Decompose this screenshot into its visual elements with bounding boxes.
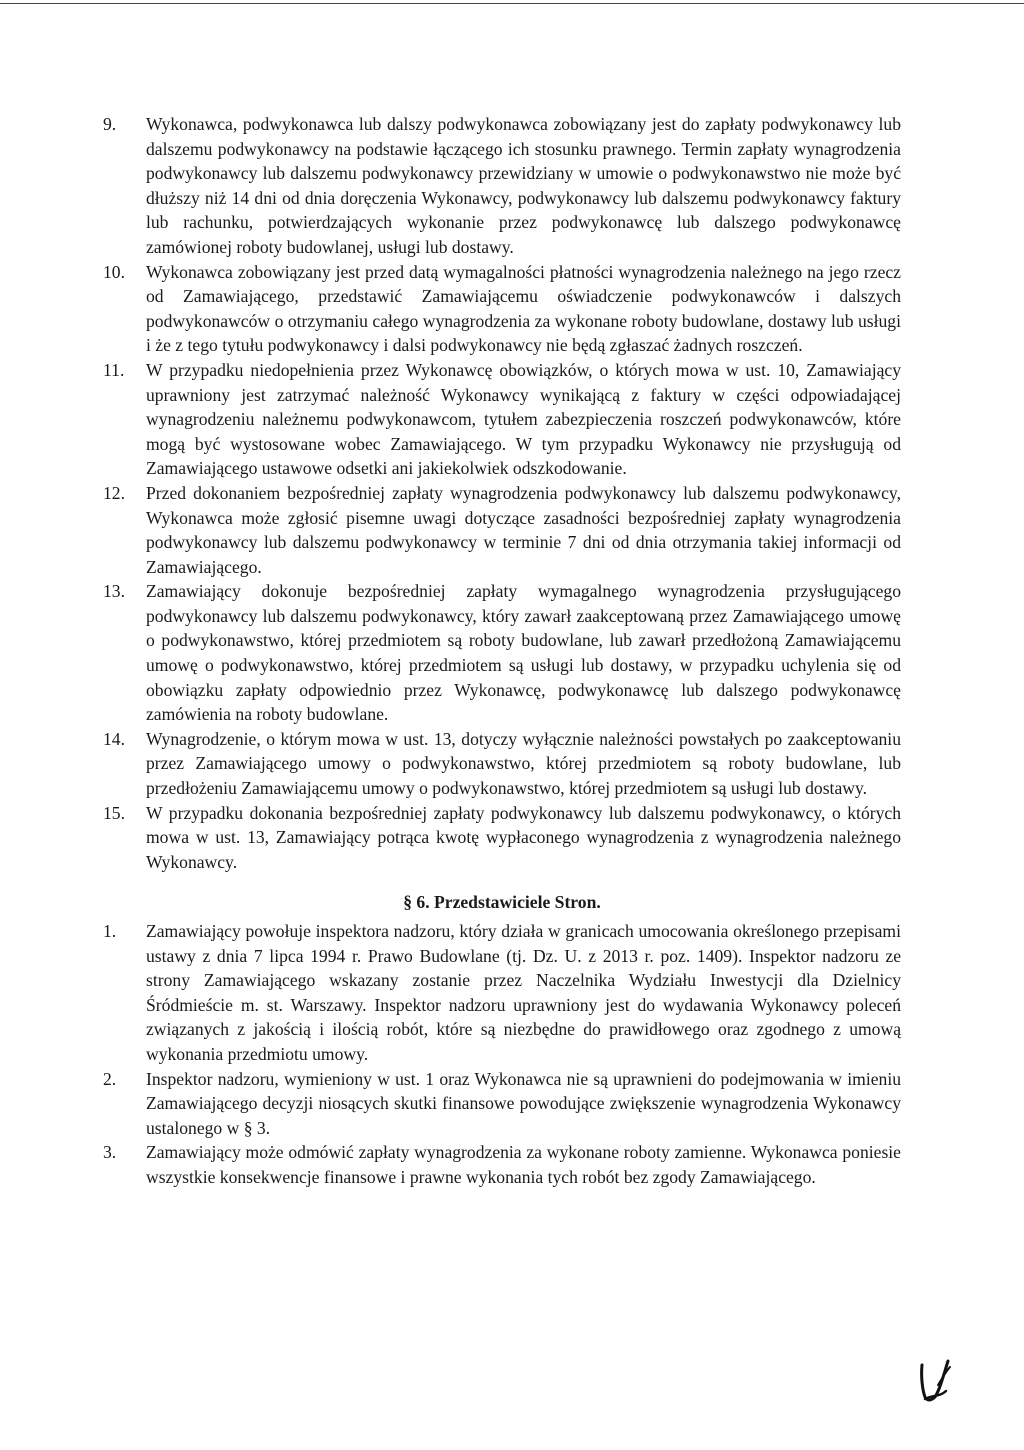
list-item <box>103 112 901 260</box>
handwritten-initials <box>916 1355 956 1407</box>
item-number: 1. <box>103 921 117 941</box>
list-item <box>103 801 901 875</box>
list-item <box>103 919 901 1067</box>
item-number: 9. <box>103 114 117 134</box>
item-text: Inspektor nadzoru, wymieniony w ust. 1 oraz Wykonawca nie są uprawnieni do podejmowania w imieniu Zamawiającego decyzji niosących skutki finansowe powodujące zwiększenie wynagrodzenia Wykonawcy ustalonego w § 3. <box>146 1068 901 1138</box>
list-item <box>103 358 901 481</box>
list-item <box>103 481 901 579</box>
item-number: 3. <box>103 1142 117 1163</box>
item-text: Wykonawca zobowiązany jest przed datą wymagalności płatności wynagrodzenia należnego na jego rzecz od Zamawiającego, przedstawić Zamawiającemu oświadczenie podwykonawców i dalszych podwykonawców o otrzymaniu całego wynagrodzenia za wykonane roboty budowlane, dostawy lub usługi i że z tego tytułu podwykonawcy i dalsi podwykonawcy nie będą zgłaszać żadnych roszczeń. <box>146 261 901 356</box>
item-text: Zamawiający powołuje inspektora nadzoru, który działa w granicach umocowania określonego przepisami ustawy z dnia 7 lipca 1994 r. Prawo Budowlane (tj. Dz. U. z 2013 r. poz. 1409). Inspektor nadzoru ze strony Zamawiającego wskazany zostanie przez Naczelnika Wydziału Inwestycji dla Dzielnicy Śródmieście m. st. Warszawy. Inspektor nadzoru uprawniony jest do wydawania Wykonawcy poleceń związanych z jakością i ilością robót, które są niezbędne do prawidłowego oraz zgodnego z umową wykonania przedmiotu umowy. <box>146 921 901 1064</box>
list-item <box>103 1140 901 1189</box>
item-number: 14. <box>103 728 125 749</box>
list-item <box>103 579 901 727</box>
item-text: Wynagrodzenie, o którym mowa w ust. 13, dotyczy wyłącznie należności powstałych po zaakceptowaniu przez Zamawiającego umowy o podwykonawstwo, której przedmiotem są roboty budowlane, lub przedłożeniu Zamawiającemu umowy o podwykonawstwo, której przedmiotem są usługi lub dostawy. <box>146 728 901 799</box>
item-text: W przypadku dokonania bezpośredniej zapłaty podwykonawcy lub dalszemu podwykonawcy, o których mowa w ust. 13, Zamawiający potrąca kwotę wypłaconego wynagrodzenia z wynagrodzenia należnego Wykonawcy. <box>146 802 901 872</box>
section-heading: § 6. Przedstawiciele Stron. <box>403 892 601 913</box>
item-number: 13. <box>103 581 125 602</box>
item-text: Zamawiający dokonuje bezpośredniej zapłaty wymagalnego wynagrodzenia przysługującego podwykonawcy lub dalszemu podwykonawcy, który zawarł zaakceptowaną przez Zamawiającego umowę o podwykonawstwo, której przedmiotem są roboty budowlane, lub zawarł przedłożoną Zamawiającemu umowę o podwykonawstwo, której przedmiotem są usługi lub dostawy, w przypadku uchylenia się od obowiązku zapłaty odpowiednio przez Wykonawcę, podwykonawcę lub dalszego podwykonawcę zamówienia na roboty budowlane. <box>146 581 901 725</box>
item-number: 12. <box>103 482 125 503</box>
document-page <box>103 112 901 1190</box>
top-border-line <box>0 3 1024 4</box>
item-number: 10. <box>103 261 125 282</box>
item-text: Wykonawca, podwykonawca lub dalszy podwykonawca zobowiązany jest do zapłaty podwykonawcy lub dalszemu podwykonawcy na podstawie łączącego ich stosunku prawnego. Termin zapłaty wynagrodzenia podwykonawcy lub dalszemu podwykonawcy przewidziany w umowie o podwykonawstwo nie może być dłuższy niż 14 dni od dnia doręczenia Wykonawcy, podwykonawcy lub dalszemu podwykonawcy faktury lub rachunku, potwierdzających wykonanie przez podwykonawcę lub dalszego podwykonawcę zamówionej roboty budowlanej, usługi lub dostawy. <box>146 114 901 257</box>
list-item <box>103 727 901 801</box>
item-number: 11. <box>103 359 125 380</box>
section6-list <box>103 919 901 1190</box>
item-number: 2. <box>103 1068 117 1089</box>
item-text: Przed dokonaniem bezpośredniej zapłaty wynagrodzenia podwykonawcy lub dalszemu podwykonawcy, Wykonawca może zgłosić pisemne uwagi dotyczące zasadności bezpośredniej zapłaty wynagrodzenia podwykonawcy lub dalszemu podwykonawcy w terminie 7 dni od dnia otrzymania takiej informacji od Zamawiającego. <box>146 482 901 577</box>
section5-list <box>103 112 901 874</box>
list-item <box>103 1067 901 1141</box>
item-text: Zamawiający może odmówić zapłaty wynagrodzenia za wykonane roboty zamienne. Wykonawca poniesie wszystkie konsekwencje finansowe i prawne wykonania tych robót bez zgody Zamawiającego. <box>146 1142 901 1187</box>
item-number: 15. <box>103 802 125 823</box>
list-item <box>103 260 901 358</box>
item-text: W przypadku niedopełnienia przez Wykonawcę obowiązków, o których mowa w ust. 10, Zamawiający uprawniony jest zatrzymać należność Wykonawcy wynikającą z faktury w części odpowiadającej wynagrodzeniu należnemu podwykonawcom, tytułem zabezpieczenia roszczeń podwykonawców, które mogą być wystosowane wobec Zamawiającego. W tym przypadku Wykonawcy nie przysługują od Zamawiającego ustawowe odsetki ani jakiekolwiek odszkodowanie. <box>146 359 901 479</box>
